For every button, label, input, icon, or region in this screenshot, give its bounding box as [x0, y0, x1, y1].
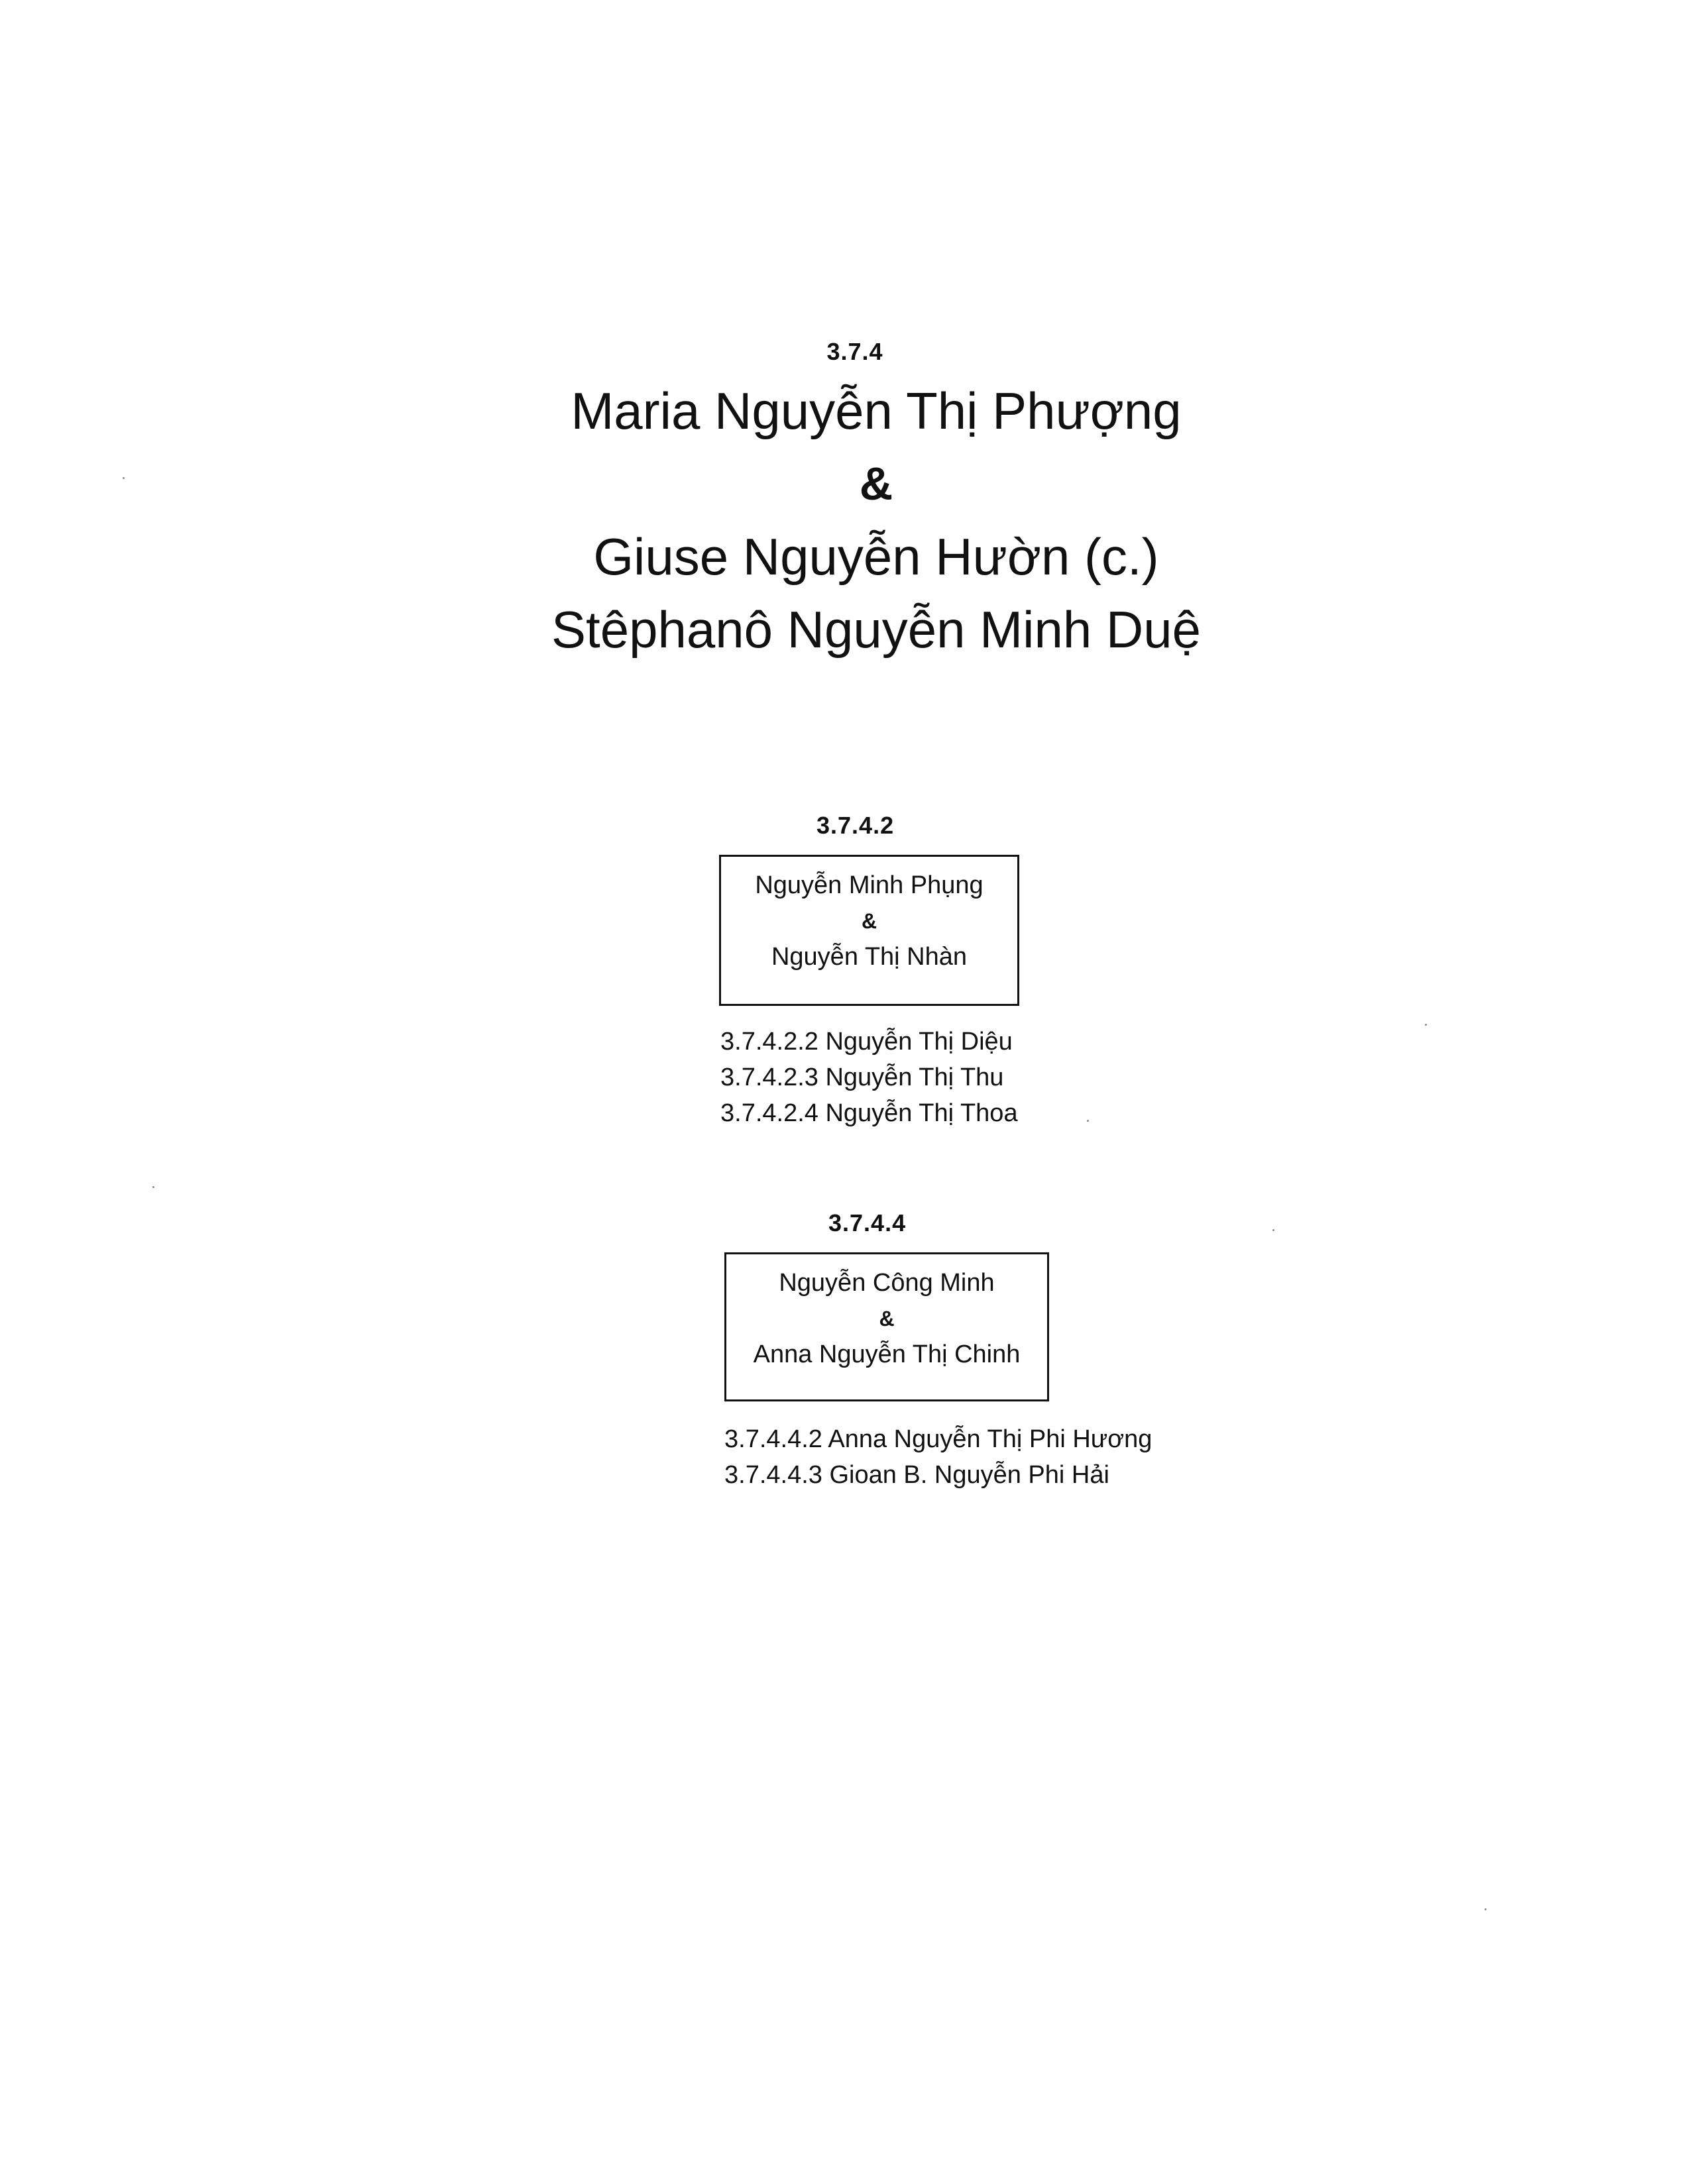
children-list	[724, 1421, 1152, 1493]
family-spouse-2: Anna Nguyễn Thị Chinh	[753, 1340, 1021, 1368]
family-box	[724, 1252, 1049, 1401]
header-person-1: Maria Nguyễn Thị Phượng	[571, 382, 1182, 440]
family-spouse-2: Nguyễn Thị Nhàn	[771, 943, 968, 971]
child-entry: 3.7.4.4.3 Gioan B. Nguyễn Phi Hải	[724, 1461, 1109, 1489]
header-spouse-1: Giuse Nguyễn Hườn (c.)	[593, 527, 1159, 586]
header-code: 3.7.4	[826, 338, 883, 365]
child-entry: 3.7.4.4.2 Anna Nguyễn Thị Phi Hương	[724, 1425, 1152, 1453]
family-spouse-1: Nguyễn Công Minh	[779, 1269, 995, 1297]
family-code: 3.7.4.2	[816, 812, 895, 839]
family-spouse-1: Nguyễn Minh Phụng	[755, 871, 984, 899]
family-ampersand: &	[879, 1307, 895, 1331]
family-box	[719, 855, 1019, 1006]
header-ampersand: &	[859, 458, 893, 510]
scan-speck	[152, 1186, 154, 1188]
scan-speck	[1272, 1229, 1274, 1231]
scan-speck	[1485, 1908, 1487, 1910]
scan-speck	[1425, 1024, 1427, 1026]
children-list	[720, 1024, 1018, 1131]
scan-speck	[123, 477, 125, 479]
family-code: 3.7.4.4	[828, 1209, 907, 1236]
child-entry: 3.7.4.2.4 Nguyễn Thị Thoa	[720, 1099, 1018, 1127]
child-entry: 3.7.4.2.2 Nguyễn Thị Diệu	[720, 1028, 1013, 1056]
child-entry: 3.7.4.2.3 Nguyễn Thị Thu	[720, 1064, 1004, 1091]
scan-speck	[1087, 1120, 1089, 1122]
family-ampersand: &	[861, 909, 877, 933]
header-spouse-2: Stêphanô Nguyễn Minh Duệ	[551, 600, 1201, 659]
